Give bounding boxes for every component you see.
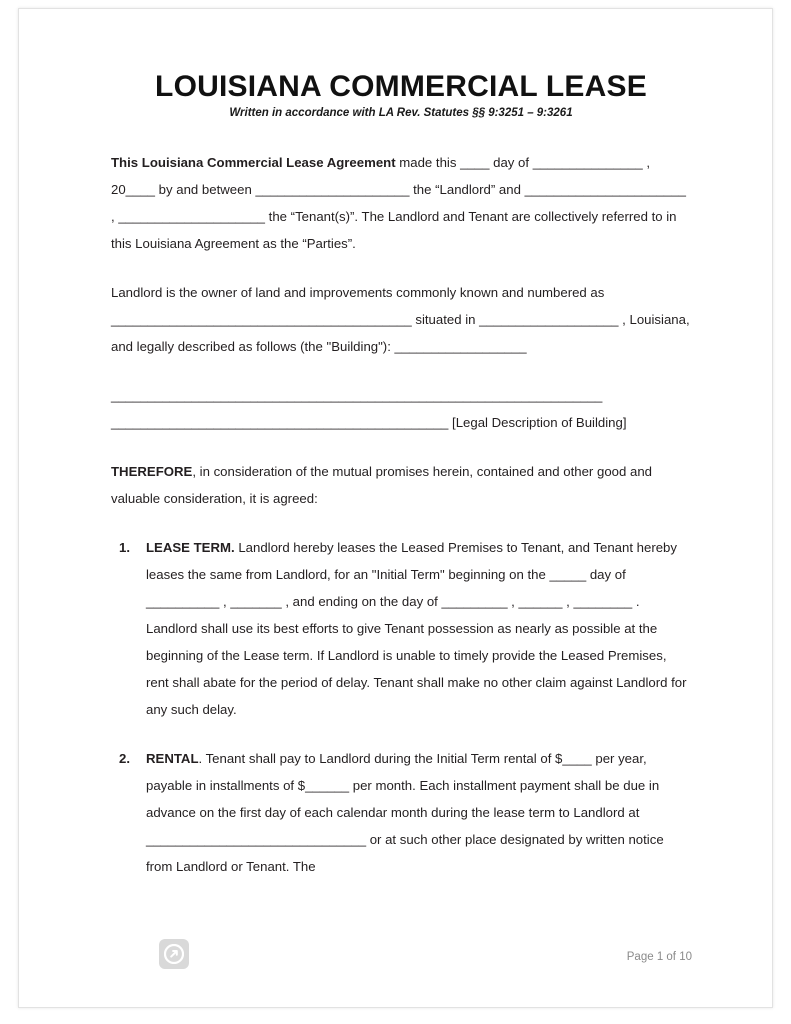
paper-sheet bbox=[18, 8, 773, 1008]
clause-number: 1. bbox=[119, 540, 130, 555]
therefore-text: , in consideration of the mutual promises herein, contained and other good and valuable consideration, it is agreed: bbox=[111, 464, 652, 506]
external-link-circle-icon bbox=[159, 939, 189, 969]
clause-heading: RENTAL bbox=[146, 751, 199, 766]
legal-description-blank-line: ___________________________________________________________________ bbox=[111, 388, 603, 403]
page-number: Page 1 of 10 bbox=[626, 951, 692, 963]
clause-text: . Tenant shall pay to Landlord during the Initial Term rental of $____ per year, payable in installments of $______ per month. Each installment payment shall be due in advance on the first day of each calendar month during the lease term to Landlord at ______________________________ or at such other place designated by written notice from Landlord or Tenant. The bbox=[146, 751, 664, 874]
legal-description-label-line: ______________________________________________ [Legal Description of Building] bbox=[111, 415, 627, 430]
therefore-bold: THEREFORE bbox=[111, 464, 193, 479]
page-footer bbox=[111, 937, 692, 969]
clause-lease-term bbox=[111, 534, 691, 723]
intro-paragraph-2: Landlord is the owner of land and improvements commonly known and numbered as _________________________________________ situated in ___________________ , Louisiana, and legally described as follows (the "Building"): __________________ bbox=[111, 285, 690, 354]
clause-rental bbox=[111, 745, 691, 880]
clause-text: Landlord hereby leases the Leased Premises to Tenant, and Tenant hereby leases the same from Landlord, for an "Initial Term" beginning on the _____ day of __________ , _______ , and ending on the day of _________ , ______ , ________ . Landlord shall use its best efforts to give Tenant possession as nearly as possible at the beginning of the Lease term. If Landlord is unable to timely provide the Leased Premises, rent shall abate for the period of delay. Tenant shall make no other claim against Landlord for any such delay. bbox=[146, 540, 687, 717]
clause-body bbox=[146, 751, 664, 874]
document-content bbox=[111, 69, 691, 902]
intro-paragraph-1-text: made this ____ day of _______________ , 20____ by and between _____________________ the “Landlord” and ______________________ , ____________________ the “Tenant(s)”. The Landlord and Tenant are collectively referred to in this Louisiana Agreement as the “Parties”. bbox=[111, 155, 686, 251]
clause-body bbox=[146, 540, 687, 717]
intro-lead-bold: This Louisiana Commercial Lease Agreement bbox=[111, 155, 396, 170]
therefore-paragraph bbox=[111, 458, 691, 512]
clause-list bbox=[111, 534, 691, 880]
document-subtitle: Written in accordance with LA Rev. Statutes §§ 9:3251 – 9:3261 bbox=[229, 107, 573, 119]
clause-heading: LEASE TERM. bbox=[146, 540, 235, 555]
intro-paragraph-1 bbox=[111, 149, 691, 257]
clause-number: 2. bbox=[119, 751, 130, 766]
page-title: LOUISIANA COMMERCIAL LEASE bbox=[155, 70, 647, 103]
